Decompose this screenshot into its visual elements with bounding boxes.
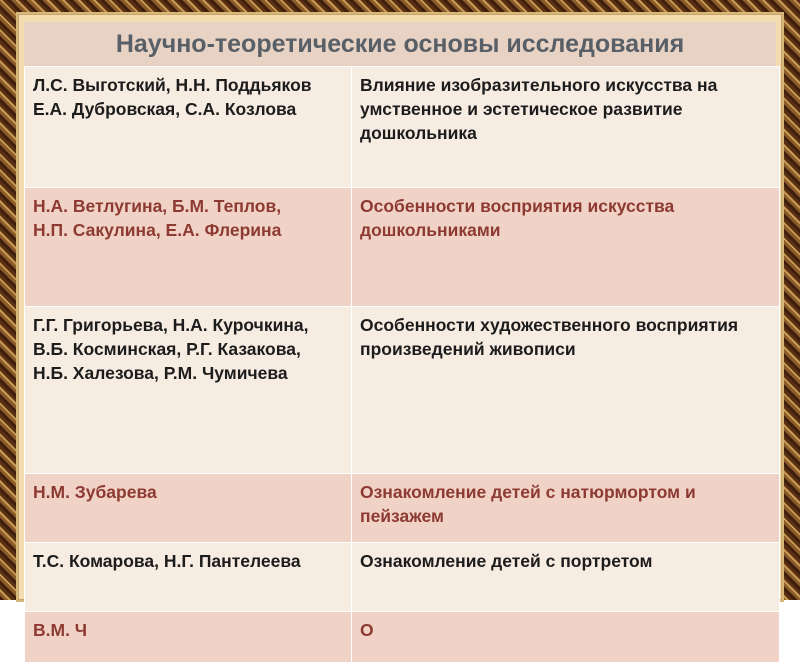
- authors-cell: Г.Г. Григорьева, Н.А. Курочкина, В.Б. Косминская, Р.Г. Казакова, Н.Б. Халезова, Р.М. Чумичева: [25, 307, 352, 474]
- table-row: [25, 188, 780, 307]
- topic-cell: Особенности художественного восприятия произведений живописи: [352, 307, 780, 474]
- research-table: [24, 66, 780, 663]
- table-row: [25, 612, 780, 663]
- slide-title: Научно-теоретические основы исследования: [24, 22, 776, 66]
- table-row: [25, 543, 780, 612]
- slide-panel: [24, 22, 776, 640]
- table-row: [25, 474, 780, 543]
- authors-cell: Н.А. Ветлугина, Б.М. Теплов, Н.П. Сакулина, Е.А. Флерина: [25, 188, 352, 307]
- authors-cell: Л.С. Выготский, Н.Н. Поддьяков Е.А. Дубровская, С.А. Козлова: [25, 67, 352, 188]
- topic-cell: Ознакомление детей с натюрмортом и пейзажем: [352, 474, 780, 543]
- authors-cell: В.М. Ч: [25, 612, 352, 663]
- topic-cell: Особенности восприятия искусства дошкольниками: [352, 188, 780, 307]
- authors-cell: Н.М. Зубарева: [25, 474, 352, 543]
- authors-cell: Т.С. Комарова, Н.Г. Пантелеева: [25, 543, 352, 612]
- topic-cell: Влияние изобразительного искусства на умственное и эстетическое развитие дошкольника: [352, 67, 780, 188]
- topic-cell: О: [352, 612, 780, 663]
- topic-cell: Ознакомление детей с портретом: [352, 543, 780, 612]
- table-row: [25, 307, 780, 474]
- table-row: [25, 67, 780, 188]
